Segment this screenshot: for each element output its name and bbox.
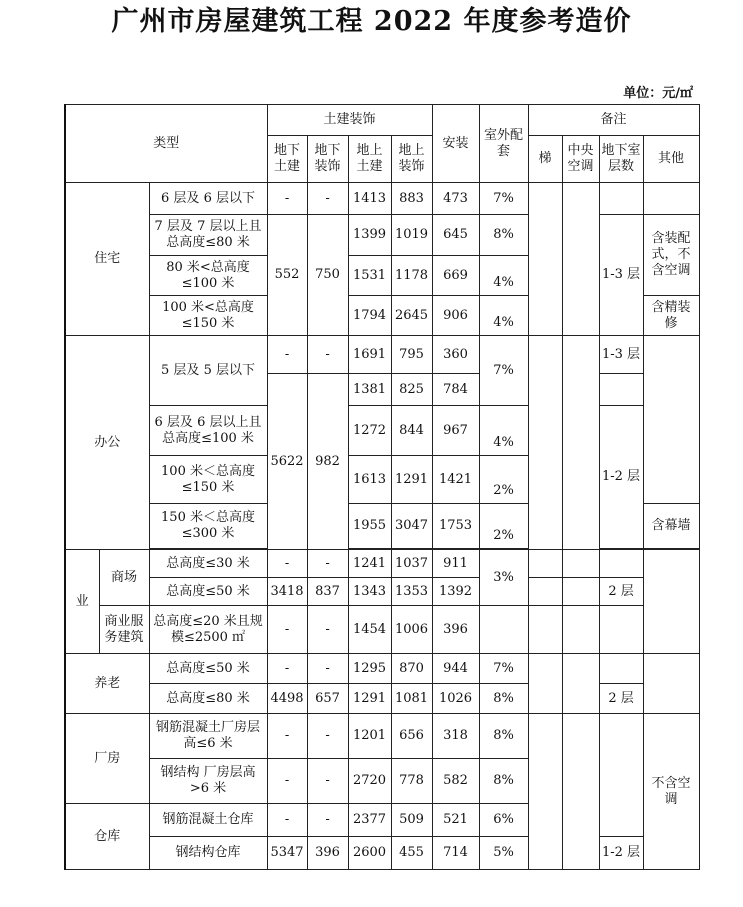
header-underground-decoration: 地下装饰 — [307, 136, 348, 183]
cell-ug-decor: 657 — [307, 684, 348, 714]
cell-ag-decor: 2645 — [391, 296, 432, 336]
cell-central-ac — [562, 336, 599, 550]
cell-install: 582 — [432, 759, 479, 804]
cell-ag-decor: 778 — [391, 759, 432, 804]
header-central-ac: 中央空调 — [562, 136, 599, 183]
cell-outdoor: 2% — [479, 456, 528, 504]
cell-ag-decor: 795 — [391, 336, 432, 374]
header-civil-decoration: 土建装饰 — [267, 105, 432, 136]
header-elevator: 梯 — [528, 136, 562, 183]
cell-ag-civil: 1531 — [348, 256, 391, 296]
cell-basement — [599, 654, 643, 684]
row-desc: 总高度≤50 米 — [149, 578, 267, 606]
cell-central-ac — [562, 550, 599, 578]
category-warehouse: 仓库 — [65, 804, 149, 870]
cell-ag-decor: 1006 — [391, 606, 432, 654]
cell-ug-civil: 552 — [267, 215, 307, 336]
row-desc: 100 米＜总高度≤150 米 — [149, 456, 267, 504]
cell-other — [643, 336, 699, 504]
cell-basement: 2 层 — [599, 684, 643, 714]
cell-ug-civil: - — [267, 804, 307, 837]
cell-elevator — [528, 336, 562, 550]
row-desc: 7 层及 7 层以上且总高度≤80 米 — [149, 215, 267, 256]
cell-central-ac — [562, 654, 599, 714]
cell-install: 714 — [432, 837, 479, 870]
cell-outdoor: 7% — [479, 654, 528, 684]
category-office: 办公 — [65, 336, 149, 550]
row-desc: 钢结构 厂房层高>6 米 — [149, 759, 267, 804]
cell-ug-decor: 982 — [307, 374, 348, 550]
header-remarks: 备注 — [528, 105, 699, 136]
cell-central-ac — [562, 183, 599, 336]
cell-ag-decor: 3047 — [391, 504, 432, 549]
cell-ag-civil: 1381 — [348, 374, 391, 406]
table-row — [65, 714, 699, 759]
cell-ag-civil: 1691 — [348, 336, 391, 374]
cell-central-ac — [562, 606, 599, 654]
header-other: 其他 — [643, 136, 699, 183]
row-desc: 150 米＜总高度≤300 米 — [149, 504, 267, 549]
cell-install: 906 — [432, 296, 479, 336]
cell-install: 1421 — [432, 456, 479, 504]
cell-elevator — [528, 606, 562, 654]
row-desc: 总高度≤30 米 — [149, 550, 267, 578]
cell-outdoor: 4% — [479, 296, 528, 336]
cell-ag-decor: 509 — [391, 804, 432, 837]
table-row — [65, 550, 699, 578]
row-desc: 总高度≤20 米且规模≤2500 ㎡ — [149, 606, 267, 654]
cell-other: 不含空调 — [643, 714, 699, 870]
cell-ag-civil: 1241 — [348, 550, 391, 578]
table-row — [65, 654, 699, 684]
row-desc: 6 层及 6 层以下 — [149, 183, 267, 215]
header-basement-floors: 地下室层数 — [599, 136, 643, 183]
cell-other: 含幕墙 — [643, 504, 699, 549]
table-row — [65, 837, 699, 870]
cell-install: 318 — [432, 714, 479, 759]
cell-outdoor: 4% — [479, 406, 528, 456]
row-desc: 100 米<总高度≤150 米 — [149, 296, 267, 336]
cell-other — [643, 183, 699, 215]
cell-ug-decor: 750 — [307, 215, 348, 336]
cell-install: 944 — [432, 654, 479, 684]
row-desc: 钢筋混凝土仓库 — [149, 804, 267, 837]
cell-outdoor: 8% — [479, 714, 528, 759]
cell-basement — [599, 714, 643, 837]
cell-ug-civil: - — [267, 336, 307, 374]
header-installation: 安装 — [432, 105, 479, 183]
cell-ag-civil: 1291 — [348, 684, 391, 714]
cell-ug-decor: - — [307, 336, 348, 374]
cell-other — [643, 654, 699, 714]
cell-elevator — [528, 714, 562, 870]
cell-ag-civil: 1295 — [348, 654, 391, 684]
cell-ag-decor: 1178 — [391, 256, 432, 296]
cell-basement: 1-2 层 — [599, 406, 643, 549]
cell-ug-decor: - — [307, 654, 348, 684]
cell-central-ac — [562, 714, 599, 870]
cell-ag-civil: 2720 — [348, 759, 391, 804]
cell-central-ac — [562, 578, 599, 606]
cell-ag-civil: 1955 — [348, 504, 391, 549]
cell-ag-decor: 825 — [391, 374, 432, 406]
cell-ug-civil: - — [267, 606, 307, 654]
table-row — [65, 684, 699, 714]
cell-basement: 1-2 层 — [599, 837, 643, 870]
cell-install: 521 — [432, 804, 479, 837]
cell-outdoor: 8% — [479, 684, 528, 714]
table-row — [65, 606, 699, 654]
cost-table — [64, 104, 700, 870]
cell-outdoor: 2% — [479, 504, 528, 549]
cell-ug-civil: - — [267, 550, 307, 578]
category-factory: 厂房 — [65, 714, 149, 804]
cell-ug-civil: 4498 — [267, 684, 307, 714]
cell-basement: 1-3 层 — [599, 336, 643, 374]
row-desc: 6 层及 6 层以上且总高度≤100 米 — [149, 406, 267, 456]
cell-elevator — [528, 550, 562, 578]
cell-outdoor: 3% — [479, 550, 528, 606]
header-aboveground-civil: 地上土建 — [348, 136, 391, 183]
subcategory-service: 商业服务建筑 — [99, 606, 149, 654]
cell-other: 含装配式，不含空调 — [643, 215, 699, 296]
cell-ag-decor: 1037 — [391, 550, 432, 578]
cell-install: 669 — [432, 256, 479, 296]
cell-ug-civil: 3418 — [267, 578, 307, 606]
cell-ug-decor: 396 — [307, 837, 348, 870]
cell-install: 360 — [432, 336, 479, 374]
category-residential: 住宅 — [65, 183, 149, 336]
unit-label: 单位：元/㎡ — [623, 86, 693, 101]
page-title: 广州市房屋建筑工程 2022 年度参考造价 — [111, 6, 632, 37]
cell-ag-civil: 1343 — [348, 578, 391, 606]
cell-elevator — [528, 578, 562, 606]
cell-ug-decor: - — [307, 550, 348, 578]
row-desc: 80 米<总高度≤100 米 — [149, 256, 267, 296]
cell-ug-civil: - — [267, 654, 307, 684]
row-desc: 5 层及 5 层以下 — [149, 336, 267, 406]
cell-other: 含精装修 — [643, 296, 699, 336]
cell-basement — [599, 183, 643, 215]
cell-outdoor — [479, 606, 528, 654]
cell-ag-civil: 1413 — [348, 183, 391, 215]
header-underground-civil: 地下土建 — [267, 136, 307, 183]
cell-ag-civil: 1272 — [348, 406, 391, 456]
cell-ug-decor: - — [307, 714, 348, 759]
cell-basement — [599, 606, 643, 654]
cell-basement: 2 层 — [599, 578, 643, 606]
cell-ug-civil: 5347 — [267, 837, 307, 870]
cell-ug-decor: - — [307, 759, 348, 804]
cell-ag-decor: 1291 — [391, 456, 432, 504]
cell-ug-decor: 837 — [307, 578, 348, 606]
cell-ag-decor: 656 — [391, 714, 432, 759]
cell-ag-decor: 1019 — [391, 215, 432, 256]
cell-ag-decor: 455 — [391, 837, 432, 870]
cell-outdoor: 6% — [479, 804, 528, 837]
cell-install: 1026 — [432, 684, 479, 714]
row-desc: 钢结构仓库 — [149, 837, 267, 870]
cell-outdoor: 8% — [479, 759, 528, 804]
cell-install: 473 — [432, 183, 479, 215]
cell-basement — [599, 374, 643, 406]
cell-ag-civil: 2600 — [348, 837, 391, 870]
cell-other — [643, 550, 699, 654]
cell-ug-civil: 5622 — [267, 374, 307, 550]
cell-ag-decor: 883 — [391, 183, 432, 215]
cell-ag-civil: 2377 — [348, 804, 391, 837]
cell-outdoor: 7% — [479, 183, 528, 215]
cell-outdoor: 4% — [479, 256, 528, 296]
header-aboveground-decoration: 地上装饰 — [391, 136, 432, 183]
cell-ug-decor: - — [307, 606, 348, 654]
table-row — [65, 183, 699, 215]
header-type: 类型 — [65, 105, 267, 183]
cell-ug-decor: - — [307, 804, 348, 837]
row-desc: 总高度≤80 米 — [149, 684, 267, 714]
row-desc: 钢筋混凝土厂房层高≤6 米 — [149, 714, 267, 759]
row-desc: 总高度≤50 米 — [149, 654, 267, 684]
cell-ag-decor: 870 — [391, 654, 432, 684]
cell-install: 784 — [432, 374, 479, 406]
cell-install: 645 — [432, 215, 479, 256]
cell-ug-civil: - — [267, 759, 307, 804]
table-row — [65, 336, 699, 374]
table-row — [65, 578, 699, 606]
cell-basement: 1-3 层 — [599, 215, 643, 336]
cell-install: 1753 — [432, 504, 479, 549]
cell-install: 911 — [432, 550, 479, 578]
cell-install: 396 — [432, 606, 479, 654]
cell-ug-civil: - — [267, 714, 307, 759]
subcategory-mall: 商场 — [99, 550, 149, 606]
category-commerce: 业 — [65, 550, 99, 654]
cell-ag-decor: 1353 — [391, 578, 432, 606]
cell-install: 1392 — [432, 578, 479, 606]
cell-ag-civil: 1794 — [348, 296, 391, 336]
cell-ag-decor: 1081 — [391, 684, 432, 714]
header-outdoor: 室外配套 — [479, 105, 528, 183]
cell-ag-civil: 1454 — [348, 606, 391, 654]
cell-install: 967 — [432, 406, 479, 456]
cell-outdoor: 5% — [479, 837, 528, 870]
cell-elevator — [528, 654, 562, 714]
cell-elevator — [528, 183, 562, 336]
cell-basement — [599, 550, 643, 578]
table-row — [65, 215, 699, 256]
cell-ag-civil: 1613 — [348, 456, 391, 504]
category-elderly: 养老 — [65, 654, 149, 714]
cell-ag-civil: 1201 — [348, 714, 391, 759]
cell-ag-civil: 1399 — [348, 215, 391, 256]
cell-outdoor: 8% — [479, 215, 528, 256]
cell-ug-civil: - — [267, 183, 307, 215]
table-row — [65, 406, 699, 456]
cell-ag-decor: 844 — [391, 406, 432, 456]
cell-ug-decor: - — [307, 183, 348, 215]
cell-outdoor: 7% — [479, 336, 528, 406]
